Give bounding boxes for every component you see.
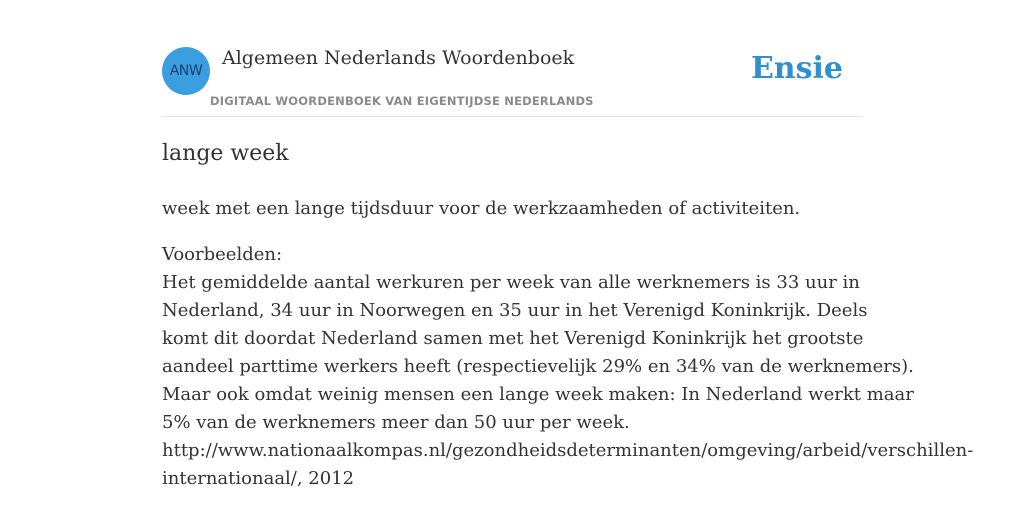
example-line: Het gemiddelde aantal werkuren per week van alle werknemers is 33 uur in xyxy=(162,272,860,293)
examples-section xyxy=(162,241,982,493)
example-line: aandeel parttime werkers heeft (respectievelijk 29% en 34% van de werknemers). xyxy=(162,356,914,377)
example-line: Maar ook omdat weinig mensen een lange week maken: In Nederland werkt maar xyxy=(162,384,914,405)
entry-definition: week met een lange tijdsduur voor de werkzaamheden of activiteiten. xyxy=(162,198,801,219)
site-header xyxy=(162,38,862,117)
entry-headword: lange week xyxy=(162,141,289,166)
site-title[interactable]: Algemeen Nederlands Woordenboek xyxy=(222,47,575,69)
example-source-date: internationaal/, 2012 xyxy=(162,468,355,489)
example-line: Nederland, 34 uur in Noorwegen en 35 uur in het Verenigd Koninkrijk. Deels xyxy=(162,300,868,321)
example-source-url: http://www.nationaalkompas.nl/gezondheidsdeterminanten/omgeving/arbeid/verschillen- xyxy=(162,440,974,461)
example-line: komt dit doordat Nederland samen met het Verenigd Koninkrijk het grootste xyxy=(162,328,864,349)
dictionary-entry xyxy=(162,140,982,493)
anw-logo[interactable]: ANW xyxy=(162,47,210,95)
ensie-brand-logo[interactable]: Ensie xyxy=(750,51,843,86)
site-subtitle: DIGITAAL WOORDENBOEK VAN EIGENTIJDSE NEDERLANDS xyxy=(210,94,594,108)
examples-label: Voorbeelden: xyxy=(162,244,283,265)
example-line: 5% van de werknemers meer dan 50 uur per week. xyxy=(162,412,630,433)
